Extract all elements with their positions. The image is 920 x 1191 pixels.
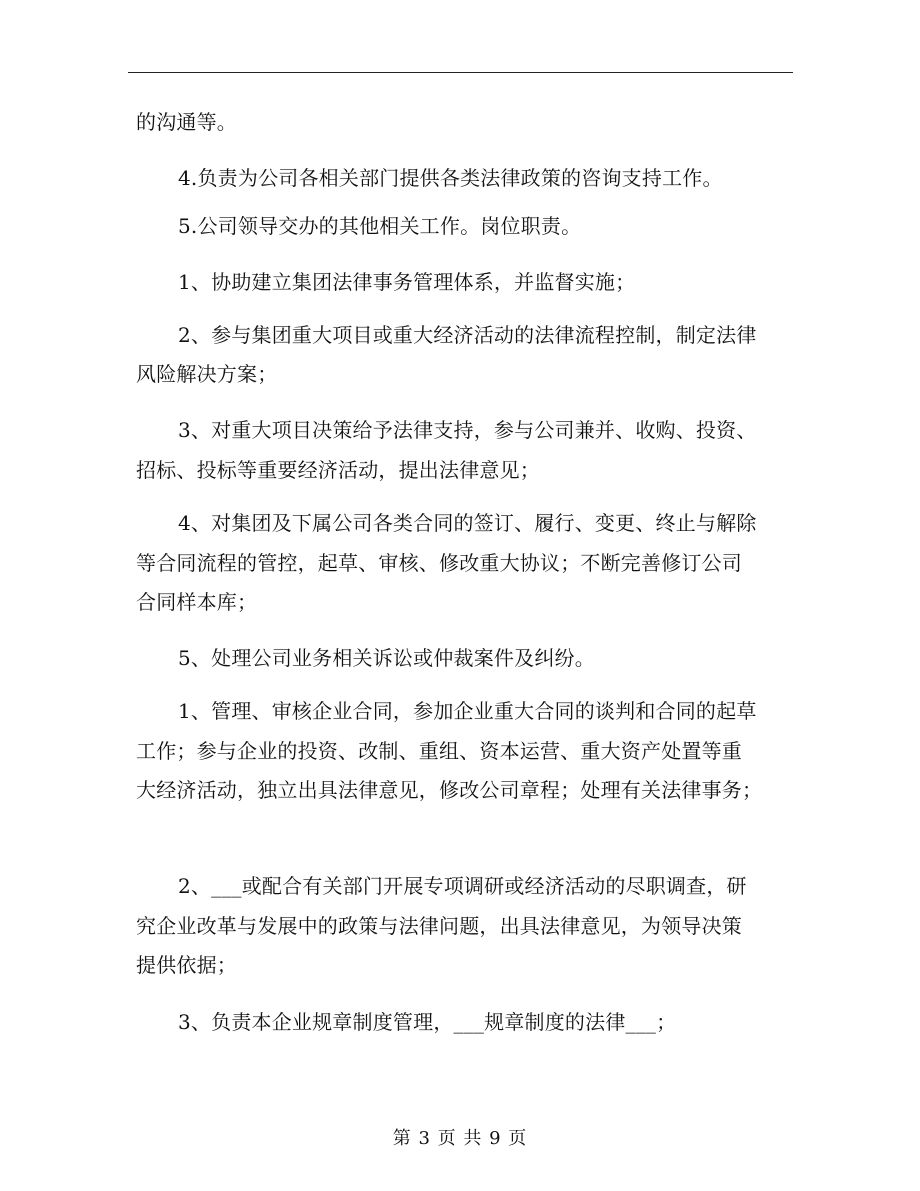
paragraph-line: 工作；参与企业的投资、改制、重组、资本运营、重大资产处置等重 xyxy=(136,739,742,763)
paragraph-line: 合同样本库； xyxy=(136,590,258,614)
paragraph-line: 5.公司领导交办的其他相关工作。岗位职责。 xyxy=(178,214,582,238)
paragraph-line: 3、负责本企业规章制度管理，___规章制度的法律___； xyxy=(178,1010,677,1034)
paragraph-line: 的沟通等。 xyxy=(136,110,237,134)
paragraph-line: 3、对重大项目决策给予法律支持，参与公司兼并、收购、投资、 xyxy=(178,418,757,442)
page-indicator: 第 3 页 共 9 页 xyxy=(392,1128,528,1149)
paragraph-line: 究企业改革与发展中的政策与法律问题，出具法律意见，为领导决策 xyxy=(136,914,742,938)
paragraph-line: 2、___或配合有关部门开展专项调研或经济活动的尽职调查，研 xyxy=(178,874,747,898)
paragraph-line: 等合同流程的管控，起草、审核、修改重大协议；不断完善修订公司 xyxy=(136,551,742,575)
paragraph-line: 1、协助建立集团法律事务管理体系，并监督实施； xyxy=(178,270,636,294)
paragraph-line: 1、管理、审核企业合同，参加企业重大合同的谈判和合同的起草 xyxy=(178,699,757,723)
paragraph-line: 大经济活动，独立出具法律意见，修改公司章程；处理有关法律事务； xyxy=(136,778,763,802)
paragraph-line: 风险解决方案； xyxy=(136,362,278,386)
paragraph-line: 招标、投标等重要经济活动，提出法律意见； xyxy=(136,458,540,482)
paragraph-line: 4、对集团及下属公司各类合同的签订、履行、变更、终止与解除 xyxy=(178,511,757,535)
paragraph-line: 2、参与集团重大项目或重大经济活动的法律流程控制，制定法律 xyxy=(178,323,757,347)
paragraph-line: 4.负责为公司各相关部门提供各类法律政策的咨询支持工作。 xyxy=(178,166,723,190)
paragraph-line: 5、处理公司业务相关诉讼或仲裁案件及纠纷。 xyxy=(178,646,595,670)
paragraph-line: 提供依据； xyxy=(136,953,237,977)
header-rule xyxy=(128,72,793,73)
